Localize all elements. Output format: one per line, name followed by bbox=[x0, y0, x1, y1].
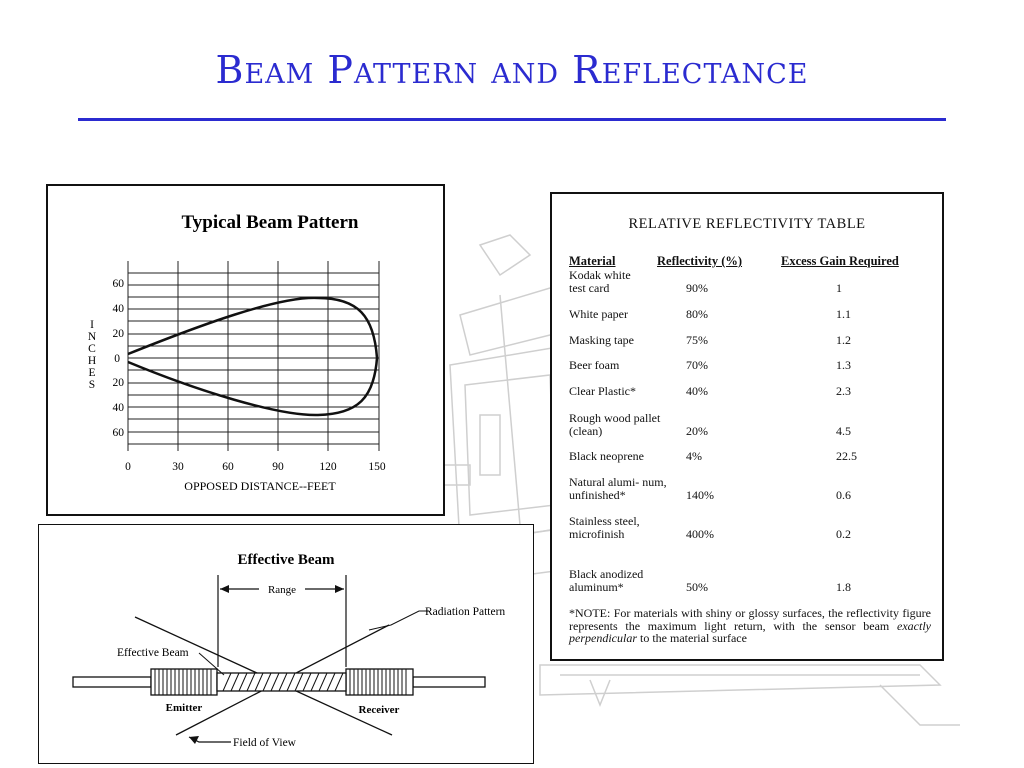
cell-gain: 1.3 bbox=[836, 358, 851, 372]
range-label: Range bbox=[267, 584, 297, 596]
effective-beam-bar bbox=[217, 673, 346, 691]
svg-text:C: C bbox=[88, 343, 96, 355]
cell-gain: 4.5 bbox=[836, 424, 851, 438]
beam-pattern-title: Typical Beam Pattern bbox=[181, 212, 359, 233]
y-axis-label bbox=[88, 319, 97, 391]
title-underline bbox=[78, 118, 946, 121]
header-reflectivity: Reflectivity (%) bbox=[657, 254, 743, 268]
y-tick-label: 20 bbox=[112, 328, 124, 340]
cell-reflectivity: 90% bbox=[686, 281, 708, 295]
svg-text:S: S bbox=[88, 379, 96, 391]
cell-material: Black anodized aluminum* bbox=[569, 567, 644, 594]
cell-reflectivity: 75% bbox=[686, 333, 708, 347]
y-tick-label: 0 bbox=[114, 353, 120, 365]
reflectivity-table-title: RELATIVE REFLECTIVITY TABLE bbox=[628, 216, 866, 232]
y-tick-label: 20 bbox=[112, 377, 124, 389]
cell-material: Stainless steel, microfinish bbox=[569, 514, 640, 541]
cell-material: Kodak white test card bbox=[569, 268, 631, 295]
x-axis-label: OPPOSED DISTANCE--FEET bbox=[184, 479, 336, 493]
x-tick-label: 30 bbox=[172, 461, 184, 473]
svg-text:N: N bbox=[87, 331, 97, 343]
effective-beam-label: Effective Beam bbox=[117, 647, 189, 659]
cell-material: White paper bbox=[569, 307, 628, 321]
svg-text:I: I bbox=[90, 319, 94, 331]
effective-beam-diagram bbox=[39, 525, 533, 763]
cell-reflectivity: 40% bbox=[686, 384, 708, 398]
cell-reflectivity: 20% bbox=[686, 424, 708, 438]
reflectivity-note bbox=[569, 607, 931, 645]
cell-gain: 1.8 bbox=[836, 580, 851, 594]
cell-gain: 0.6 bbox=[836, 488, 851, 502]
y-tick-label: 40 bbox=[112, 303, 124, 315]
emitter-body bbox=[151, 669, 217, 695]
cell-material: Black neoprene bbox=[569, 449, 644, 463]
note-text: *NOTE: For materials with shiny or glossy surfaces, the reflectivity figure represents the maximum light return, with the sensor beam bbox=[569, 606, 931, 633]
y-tick-label: 40 bbox=[112, 402, 124, 414]
cell-gain: 1.2 bbox=[836, 333, 851, 347]
y-tick-label: 60 bbox=[112, 427, 124, 439]
x-tick-label: 150 bbox=[368, 461, 386, 473]
radiation-pattern-label: Radiation Pattern bbox=[425, 606, 506, 618]
x-tick-label: 120 bbox=[319, 461, 337, 473]
receiver-body bbox=[346, 669, 413, 695]
cell-gain: 0.2 bbox=[836, 527, 851, 541]
cell-reflectivity: 80% bbox=[686, 307, 708, 321]
cell-material: Natural alumi- num, unfinished* bbox=[569, 475, 667, 502]
effective-beam-panel bbox=[38, 524, 534, 764]
cell-gain: 1 bbox=[836, 281, 842, 295]
note-text-end: to the material surface bbox=[637, 631, 747, 645]
note-emphasis: exactly perpendicular bbox=[569, 618, 931, 645]
cell-reflectivity: 50% bbox=[686, 580, 708, 594]
header-excess-gain: Excess Gain Required bbox=[781, 254, 899, 268]
effective-beam-title: Effective Beam bbox=[237, 552, 335, 568]
beam-pattern-chart bbox=[48, 186, 443, 514]
field-of-view-label: Field of View bbox=[233, 737, 296, 749]
svg-text:E: E bbox=[88, 367, 96, 379]
emitter-label: Emitter bbox=[165, 702, 203, 714]
receiver-label: Receiver bbox=[358, 704, 400, 716]
header-material: Material bbox=[569, 254, 616, 268]
cell-gain: 22.5 bbox=[836, 449, 857, 463]
cell-gain: 2.3 bbox=[836, 384, 851, 398]
x-tick-label: 60 bbox=[222, 461, 234, 473]
cell-reflectivity: 70% bbox=[686, 358, 708, 372]
cell-gain: 1.1 bbox=[836, 307, 851, 321]
cell-material: Beer foam bbox=[569, 358, 620, 372]
cell-reflectivity: 140% bbox=[686, 488, 714, 502]
beam-pattern-panel bbox=[46, 184, 445, 516]
y-tick-label: 60 bbox=[112, 278, 124, 290]
x-tick-label: 0 bbox=[125, 461, 131, 473]
reflectivity-table-panel bbox=[550, 192, 944, 661]
beam-pattern-curve bbox=[128, 298, 377, 415]
cell-material: Rough wood pallet (clean) bbox=[569, 411, 661, 438]
cell-material: Clear Plastic* bbox=[569, 384, 636, 398]
cell-reflectivity: 400% bbox=[686, 527, 714, 541]
x-tick-label: 90 bbox=[272, 461, 284, 473]
slide-title: Beam Pattern and Reflectance bbox=[215, 48, 809, 92]
svg-text:H: H bbox=[87, 355, 97, 367]
cell-reflectivity: 4% bbox=[686, 449, 702, 463]
cell-material: Masking tape bbox=[569, 333, 634, 347]
